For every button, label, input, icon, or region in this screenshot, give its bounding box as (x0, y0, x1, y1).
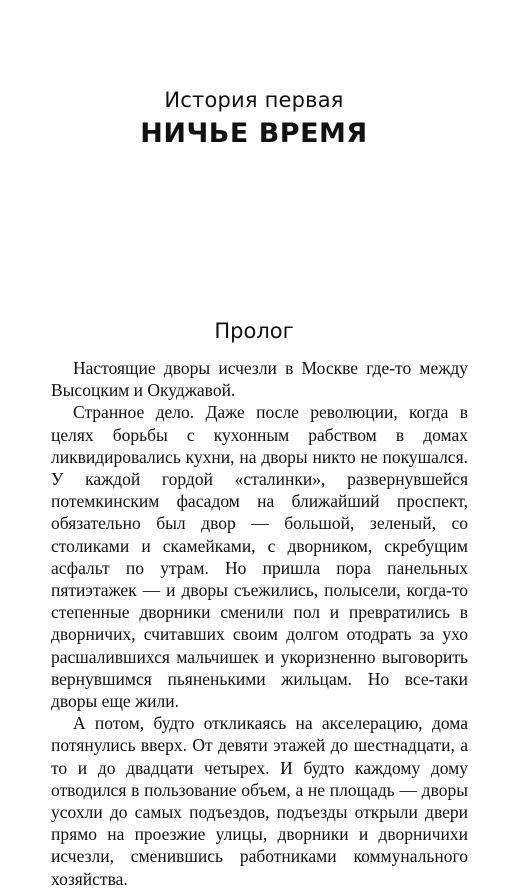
paragraph-3: А потом, будто откликаясь на акселерацию, дома потянулись вверх. От девяти этажей до шестнадцати, а то и до двадцати четырех. И будто каждому дому отводился в пользование объем, а не площадь — дворы усохли до самых подъездов, подъезды открыли двери прямо на проезжие улицы, дворники и дворничихи исчезли, сменившись работниками коммунального хозяйства. (51, 713, 468, 889)
paragraph-2: Странное дело. Даже после революции, когда в целях борьбы с кухонным рабством в домах ликвидировались кухни, на дворы никто не покушался. У каждой гордой «сталинки», развернувшейся потемкинским фасадом на ближайший проспект, обязательно был двор — большой, зеленый, со столиками и скамейками, с дворником, скребущим асфальт по утрам. Но пришла пора панельных пятиэтажек — и дворы съежились, полысели, когда-то степенные дворники сменили пол и превратились в дворничих, считавших своим долгом отодрать за ухо расшалившихся мальчишек и укоризненно выговорить вернувшимся пьяненькими жильцам. Но все-таки дворы еще жили. (51, 402, 468, 712)
section-heading: Пролог (214, 319, 294, 343)
chapter-label: История первая (164, 88, 344, 112)
chapter-title: НИЧЬЕ ВРЕМЯ (140, 118, 368, 149)
paragraph-1: Настоящие дворы исчезли в Москве где-то между Высоцким и Окуджавой. (51, 358, 468, 401)
body-text (51, 357, 468, 890)
